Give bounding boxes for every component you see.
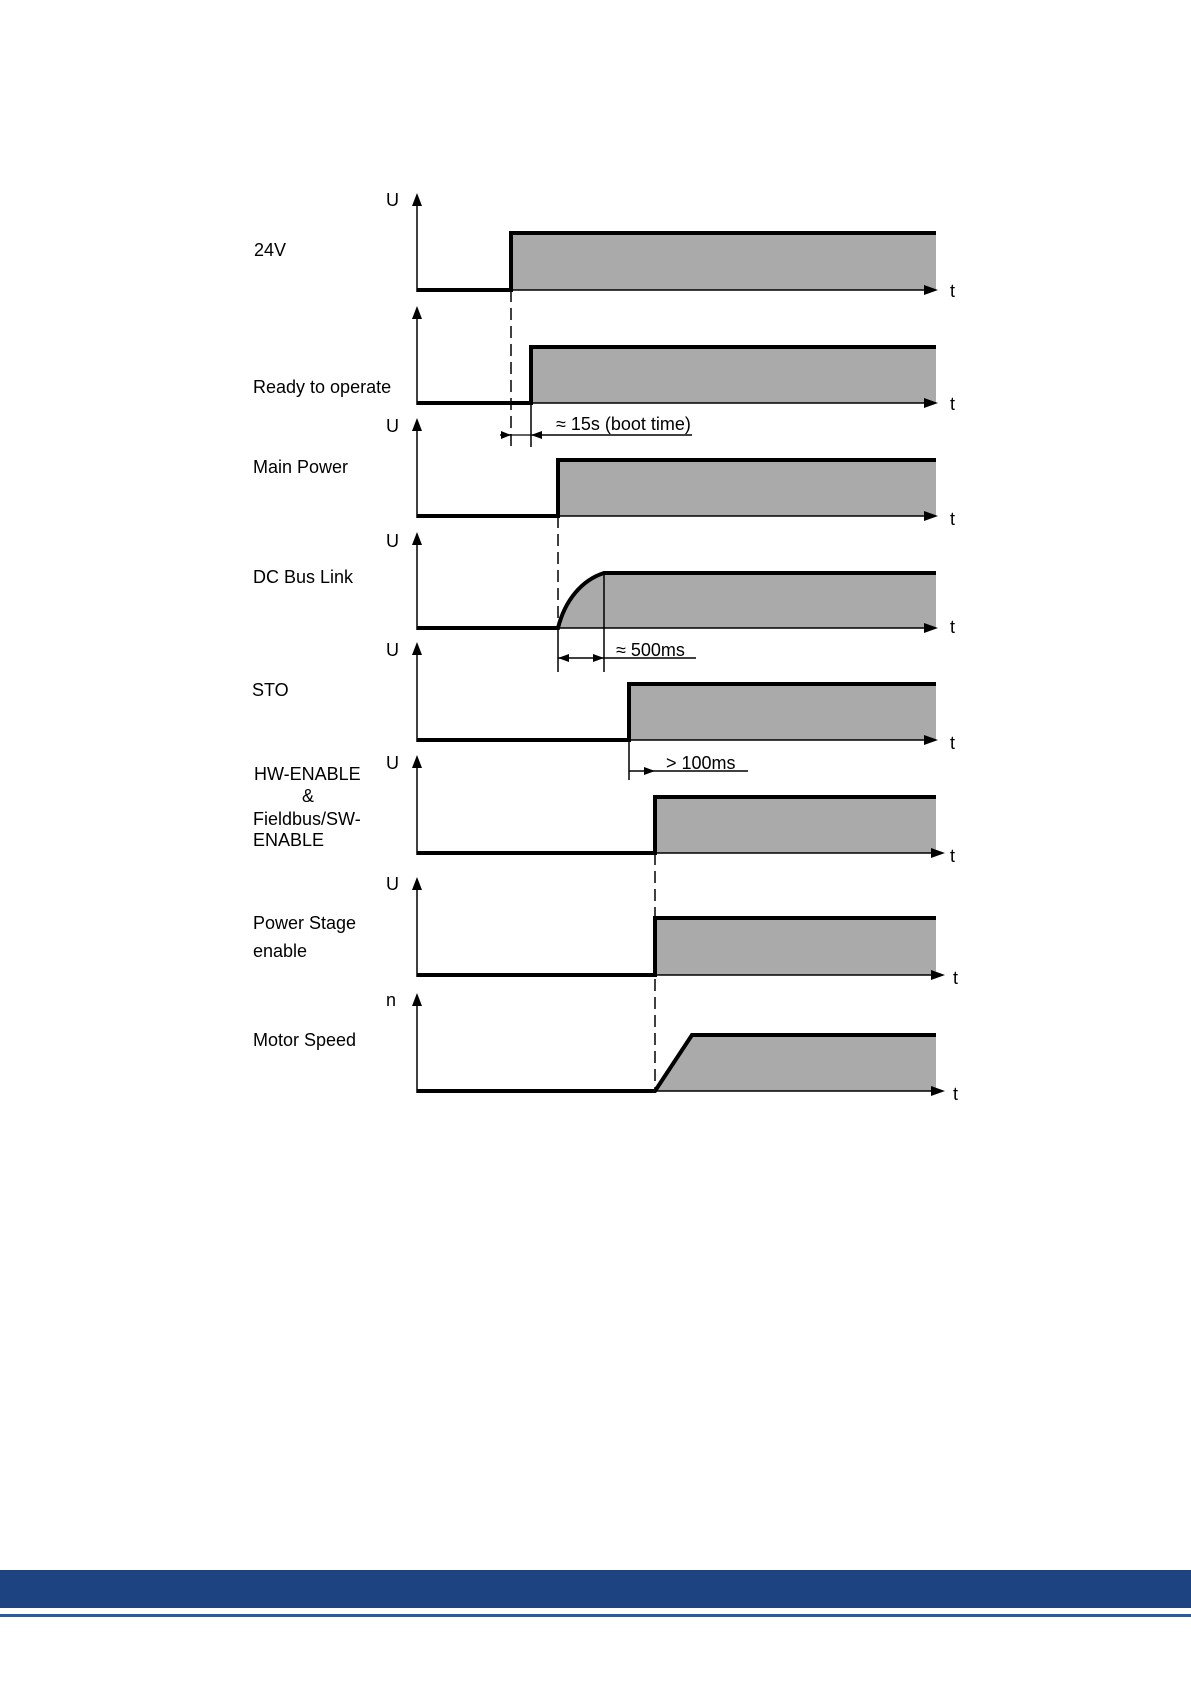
signal-24v-label: 24V <box>254 240 287 260</box>
boot-time-arrow-left <box>501 431 511 439</box>
dc-delay-arrow-left <box>558 654 569 662</box>
signal-main-power-y-arrow <box>412 418 422 431</box>
signal-hw-enable-label-line-1: HW-ENABLE <box>254 764 361 784</box>
signal-hw-enable-axis-label: U <box>386 753 399 773</box>
signal-ready-time-label: t <box>950 394 956 414</box>
signal-power-stage-label-line-1: Power Stage <box>253 913 357 933</box>
signal-hw-enable-time-label: t <box>950 846 956 866</box>
footer-rule <box>0 1614 1191 1617</box>
enable-delay-arrow-right <box>644 767 655 775</box>
signal-hw-enable-y-arrow <box>412 755 422 768</box>
signal-sto-label: STO <box>252 680 289 700</box>
footer-band <box>0 1570 1191 1608</box>
enable-delay-annotation <box>629 740 748 780</box>
signal-24v <box>254 190 955 301</box>
signal-motor-speed-y-arrow <box>412 993 422 1006</box>
dc-delay-label: ≈ 500ms <box>616 640 685 660</box>
signal-hw-enable-label-line-4: ENABLE <box>253 830 325 850</box>
signal-dc-bus-axis-label: U <box>386 531 399 551</box>
signal-main-power-axis-label: U <box>386 416 399 436</box>
signal-main-power-label: Main Power <box>253 457 349 477</box>
signal-main-power-time-label: t <box>950 509 956 529</box>
signal-power-stage-time-label: t <box>953 968 959 988</box>
signal-motor-speed-label: Motor Speed <box>253 1030 357 1050</box>
signal-motor-speed <box>253 990 958 1104</box>
signal-motor-speed-axis-label: n <box>386 990 397 1010</box>
signal-sto-time-label: t <box>950 733 956 753</box>
signal-power-stage-y-arrow <box>412 877 422 890</box>
signal-ready-y-arrow <box>412 306 422 319</box>
signal-power-stage-fill <box>655 918 936 975</box>
dc-delay-arrow-right <box>593 654 604 662</box>
signal-ready-fill <box>531 347 936 403</box>
signal-24v-axis-label: U <box>386 190 399 210</box>
signal-sto-axis-label: U <box>386 640 399 660</box>
signal-hw-enable-t-arrow <box>931 848 945 858</box>
enable-delay-label: > 100ms <box>666 753 736 773</box>
signal-power-stage-axis-label: U <box>386 874 399 894</box>
signal-power-stage <box>253 874 958 988</box>
boot-time-arrow-right <box>531 431 542 439</box>
signal-main-power-fill <box>558 460 936 516</box>
signal-24v-time-label: t <box>950 281 956 301</box>
signal-motor-speed-t-arrow <box>931 1086 945 1096</box>
signal-24v-fill <box>511 233 936 290</box>
signal-power-stage-label-line-2: enable <box>253 941 308 961</box>
signal-dc-bus-time-label: t <box>950 617 956 637</box>
boot-time-label: ≈ 15s (boot time) <box>556 414 691 434</box>
signal-hw-enable-fill <box>655 797 936 853</box>
signal-power-stage-t-arrow <box>931 970 945 980</box>
signal-motor-speed-time-label: t <box>953 1084 959 1104</box>
signal-dc-bus-fill <box>558 573 936 628</box>
signal-motor-speed-fill <box>655 1035 936 1091</box>
signal-sto-fill <box>629 684 936 740</box>
signal-sto-y-arrow <box>412 642 422 655</box>
signal-hw-enable <box>253 753 955 866</box>
signal-ready <box>253 306 955 414</box>
signal-24v-y-arrow <box>412 193 422 206</box>
signal-dc-bus-label: DC Bus Link <box>253 567 354 587</box>
signal-hw-enable-label-line-2: & <box>302 786 315 806</box>
signal-hw-enable-label-line-3: Fieldbus/SW- <box>253 809 361 829</box>
signal-ready-label: Ready to operate <box>253 377 392 397</box>
signal-dc-bus-y-arrow <box>412 532 422 545</box>
